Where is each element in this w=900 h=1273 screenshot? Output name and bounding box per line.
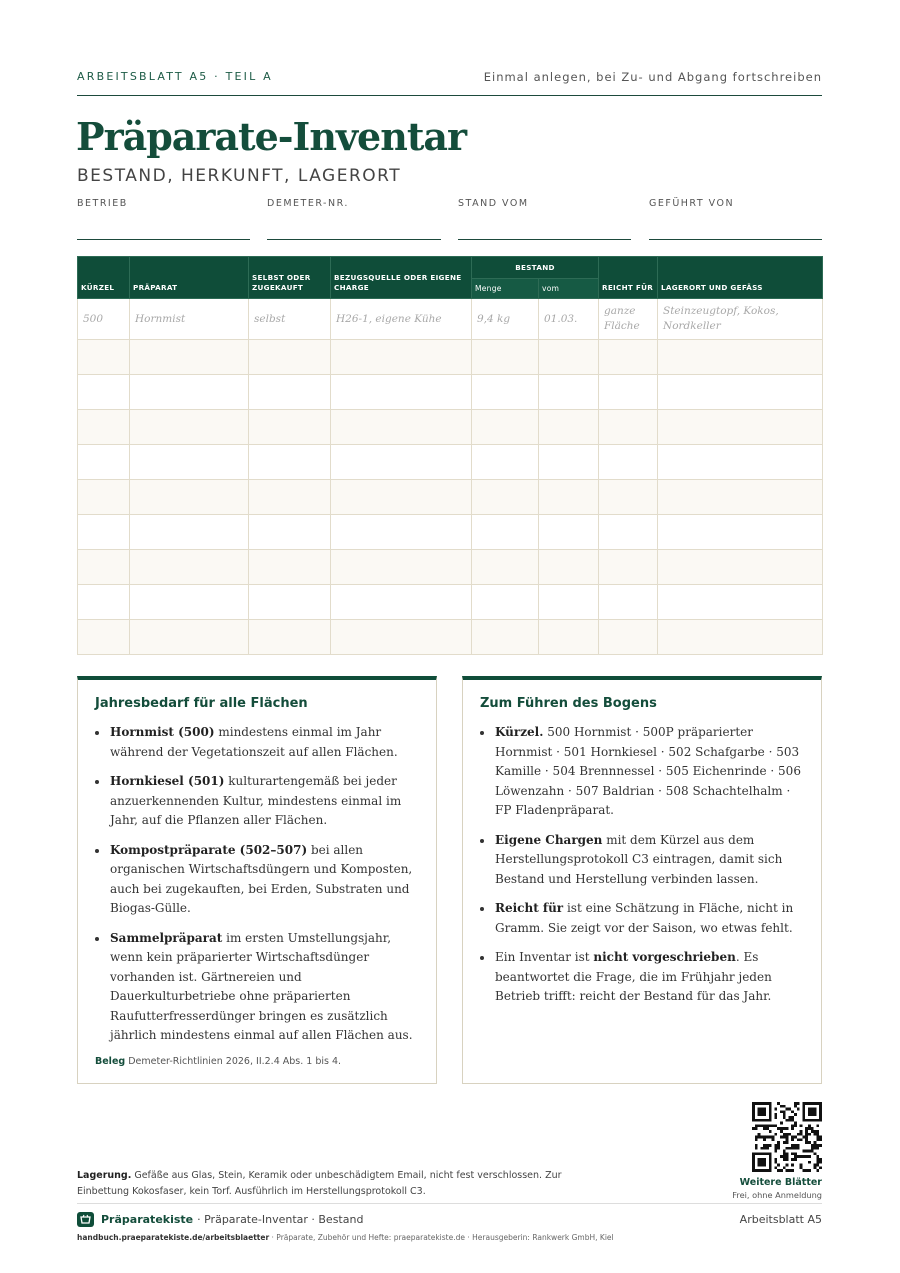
table-cell[interactable] <box>78 620 130 655</box>
sheet-number: Arbeitsblatt A5 <box>739 1213 822 1226</box>
table-cell[interactable] <box>130 375 249 410</box>
col-menge: Menge <box>472 279 539 299</box>
table-cell[interactable] <box>331 375 472 410</box>
list-item: Eigene Chargen mit dem Kürzel aus dem Herstellungsprotokoll C3 eintragen, damit sich Bestand und Herstellung verbinden lassen. <box>480 831 807 890</box>
table-row <box>78 480 823 515</box>
table-cell[interactable] <box>539 550 599 585</box>
table-cell[interactable] <box>130 515 249 550</box>
table-cell[interactable] <box>539 375 599 410</box>
table-cell[interactable] <box>599 480 658 515</box>
table-cell[interactable] <box>331 515 472 550</box>
table-cell[interactable] <box>472 585 539 620</box>
list-item: Kompostpräparate (502–507) bei allen organischen Wirtschaftsdüngern und Komposten, auch bei zugekauften, bei Erden, Substraten und Biogas-Gülle. <box>95 841 422 919</box>
table-cell[interactable] <box>249 620 331 655</box>
field-label: BETRIEB <box>77 198 128 209</box>
table-cell[interactable] <box>658 340 823 375</box>
table-cell[interactable] <box>130 445 249 480</box>
table-cell[interactable] <box>472 410 539 445</box>
table-cell[interactable] <box>472 515 539 550</box>
cell-praeparat: Hornmist <box>130 299 249 340</box>
table-cell[interactable] <box>472 620 539 655</box>
storage-note: Lagerung. Gefäße aus Glas, Stein, Keramik oder unbeschädigtem Email, nicht fest verschlossen. Zur Einbettung Kokosfaser, kein Torf. Ausführlich im Herstellungsprotokoll C3. <box>77 1170 562 1197</box>
table-cell[interactable] <box>249 445 331 480</box>
table-cell[interactable] <box>599 340 658 375</box>
table-cell[interactable] <box>331 550 472 585</box>
cell-menge: 9,4 kg <box>472 299 539 340</box>
table-cell[interactable] <box>658 410 823 445</box>
footer-link[interactable]: handbuch.praeparatekiste.de/arbeitsblaetter <box>77 1233 270 1242</box>
worksheet-label: ARBEITSBLATT A5 · TEIL A <box>77 70 273 83</box>
table-cell[interactable] <box>539 340 599 375</box>
table-cell[interactable] <box>78 515 130 550</box>
table-cell[interactable] <box>472 480 539 515</box>
list-item: Hornkiesel (501) kulturartengemäß bei jeder anzuerkennenden Kultur, mindestens einmal im Jahr, auf die Pflanzen aller Flächen. <box>95 772 422 831</box>
table-cell[interactable] <box>658 480 823 515</box>
table-cell[interactable] <box>249 515 331 550</box>
table-cell[interactable] <box>130 340 249 375</box>
table-cell[interactable] <box>331 620 472 655</box>
list-item: Hornmist (500) mindestens einmal im Jahr während der Vegetationszeit auf allen Flächen. <box>95 723 422 762</box>
table-cell[interactable] <box>78 445 130 480</box>
table-cell[interactable] <box>539 620 599 655</box>
table-cell[interactable] <box>658 375 823 410</box>
table-cell[interactable] <box>539 445 599 480</box>
page-title: Präparate-Inventar <box>76 114 467 159</box>
table-cell[interactable] <box>130 620 249 655</box>
table-row <box>78 410 823 445</box>
table-cell[interactable] <box>658 620 823 655</box>
annual-requirement-box <box>77 676 437 1084</box>
table-row <box>78 340 823 375</box>
table-cell[interactable] <box>331 340 472 375</box>
table-cell[interactable] <box>331 445 472 480</box>
table-cell[interactable] <box>249 375 331 410</box>
col-vom: vom <box>539 279 599 299</box>
example-row <box>78 299 823 340</box>
table-cell[interactable] <box>78 550 130 585</box>
col-reicht: REICHT FÜR <box>599 257 658 299</box>
cell-quelle: H26-1, eigene Kühe <box>331 299 472 340</box>
imprint: handbuch.praeparatekiste.de/arbeitsblaetter · Präparate, Zubehör und Hefte: praeparatekiste.de · Herausgeberin: Rankwerk GmbH, Kiel <box>77 1233 614 1242</box>
table-cell[interactable] <box>130 550 249 585</box>
footer-brand <box>77 1212 363 1227</box>
table-cell[interactable] <box>599 445 658 480</box>
table-cell[interactable] <box>331 585 472 620</box>
footer-rule <box>77 1203 822 1204</box>
table-cell[interactable] <box>130 480 249 515</box>
document-name: · Präparate-Inventar · Bestand <box>197 1213 364 1226</box>
cell-lagerort: Steinzeugtopf, Kokos, Nordkeller <box>658 299 823 340</box>
field-demeter-nr[interactable] <box>267 198 441 240</box>
col-praeparat: PRÄPARAT <box>130 257 249 299</box>
table-cell[interactable] <box>472 445 539 480</box>
source-reference: Beleg Demeter-Richtlinien 2026, II.2.4 Abs. 1 bis 4. <box>95 1055 342 1067</box>
table-cell[interactable] <box>599 375 658 410</box>
table-cell[interactable] <box>331 410 472 445</box>
cell-kuerzel: 500 <box>78 299 130 340</box>
table-cell[interactable] <box>130 410 249 445</box>
qr-code-icon[interactable] <box>752 1102 822 1172</box>
table-cell[interactable] <box>539 585 599 620</box>
page-subtitle: BESTAND, HERKUNFT, LAGERORT <box>77 166 402 186</box>
col-selbst: SELBST ODER ZUGEKAUFT <box>249 257 331 299</box>
crate-logo-icon <box>77 1212 94 1227</box>
table-cell[interactable] <box>599 620 658 655</box>
qr-caption: Weitere Blätter <box>739 1177 822 1188</box>
instructions-list <box>480 723 807 1007</box>
col-bestand: BESTAND <box>472 257 599 279</box>
table-cell[interactable] <box>472 375 539 410</box>
field-gefuehrt-von[interactable] <box>649 198 822 240</box>
brand-name: Präparatekiste <box>101 1213 194 1226</box>
table-cell[interactable] <box>539 410 599 445</box>
table-cell[interactable] <box>331 480 472 515</box>
table-cell[interactable] <box>658 550 823 585</box>
list-item: Reicht für ist eine Schätzung in Fläche, nicht in Gramm. Sie zeigt vor der Saison, wo etwas fehlt. <box>480 899 807 938</box>
table-cell[interactable] <box>658 585 823 620</box>
table-cell[interactable] <box>249 410 331 445</box>
instructions-box <box>462 676 822 1084</box>
table-cell[interactable] <box>249 340 331 375</box>
usage-hint: Einmal anlegen, bei Zu- und Abgang fortschreiben <box>483 70 822 84</box>
table-cell[interactable] <box>658 515 823 550</box>
col-kuerzel: KÜRZEL <box>78 257 130 299</box>
top-rule <box>77 70 822 96</box>
list-item: Sammelpräparat im ersten Umstellungsjahr, wenn kein präparierter Wirtschaftsdünger vorhanden ist. Gärtnereien und Dauerkulturbetriebe ohne präparierten Raufutterfresserdünger bringen es zusätzlich jährlich mindestens einmal auf allen Flächen aus. <box>95 929 422 1046</box>
table-cell[interactable] <box>249 550 331 585</box>
table-cell[interactable] <box>599 410 658 445</box>
table-cell[interactable] <box>599 515 658 550</box>
qr-subcaption: Frei, ohne Anmeldung <box>732 1190 822 1200</box>
table-cell[interactable] <box>249 480 331 515</box>
table-cell[interactable] <box>78 410 130 445</box>
field-label: DEMETER-NR. <box>267 198 349 209</box>
table-cell[interactable] <box>78 340 130 375</box>
table-row <box>78 445 823 480</box>
table-cell[interactable] <box>599 550 658 585</box>
table-cell[interactable] <box>539 515 599 550</box>
cell-vom: 01.03. <box>539 299 599 340</box>
cell-selbst: selbst <box>249 299 331 340</box>
table-cell[interactable] <box>249 585 331 620</box>
table-cell[interactable] <box>472 340 539 375</box>
inventory-table <box>77 256 823 655</box>
table-row <box>78 620 823 655</box>
table-row <box>78 585 823 620</box>
table-cell[interactable] <box>658 445 823 480</box>
col-lagerort: LAGERORT UND GEFÄSS <box>658 257 823 299</box>
list-item: Ein Inventar ist nicht vorgeschrieben. Es beantwortet die Frage, die im Frühjahr jeden Betrieb trifft: reicht der Bestand für das Jahr. <box>480 948 807 1007</box>
field-stand-vom[interactable] <box>458 198 631 240</box>
table-cell[interactable] <box>539 480 599 515</box>
field-betrieb[interactable] <box>77 198 250 240</box>
field-label: GEFÜHRT VON <box>649 198 735 209</box>
header-fields <box>77 198 822 240</box>
table-row <box>78 515 823 550</box>
list-item: Kürzel. 500 Hornmist · 500P präparierter Hornmist · 501 Hornkiesel · 502 Schafgarbe · 503 Kamille · 504 Brennnessel · 505 Eichenrinde · 506 Löwenzahn · 507 Baldrian · 508 Schachtelhalm · FP Fladenpräparat. <box>480 723 807 821</box>
field-label: STAND VOM <box>458 198 529 209</box>
table-cell[interactable] <box>78 480 130 515</box>
requirement-list <box>95 723 422 1046</box>
cell-reicht: ganze Fläche <box>599 299 658 340</box>
table-row <box>78 375 823 410</box>
box-title: Zum Führen des Bogens <box>480 696 657 711</box>
table-row <box>78 550 823 585</box>
table-cell[interactable] <box>472 550 539 585</box>
table-cell[interactable] <box>599 585 658 620</box>
table-cell[interactable] <box>78 375 130 410</box>
col-quelle: BEZUGSQUELLE ODER EIGENE CHARGE <box>331 257 472 299</box>
box-title: Jahresbedarf für alle Flächen <box>95 696 308 711</box>
table-cell[interactable] <box>130 585 249 620</box>
table-cell[interactable] <box>78 585 130 620</box>
